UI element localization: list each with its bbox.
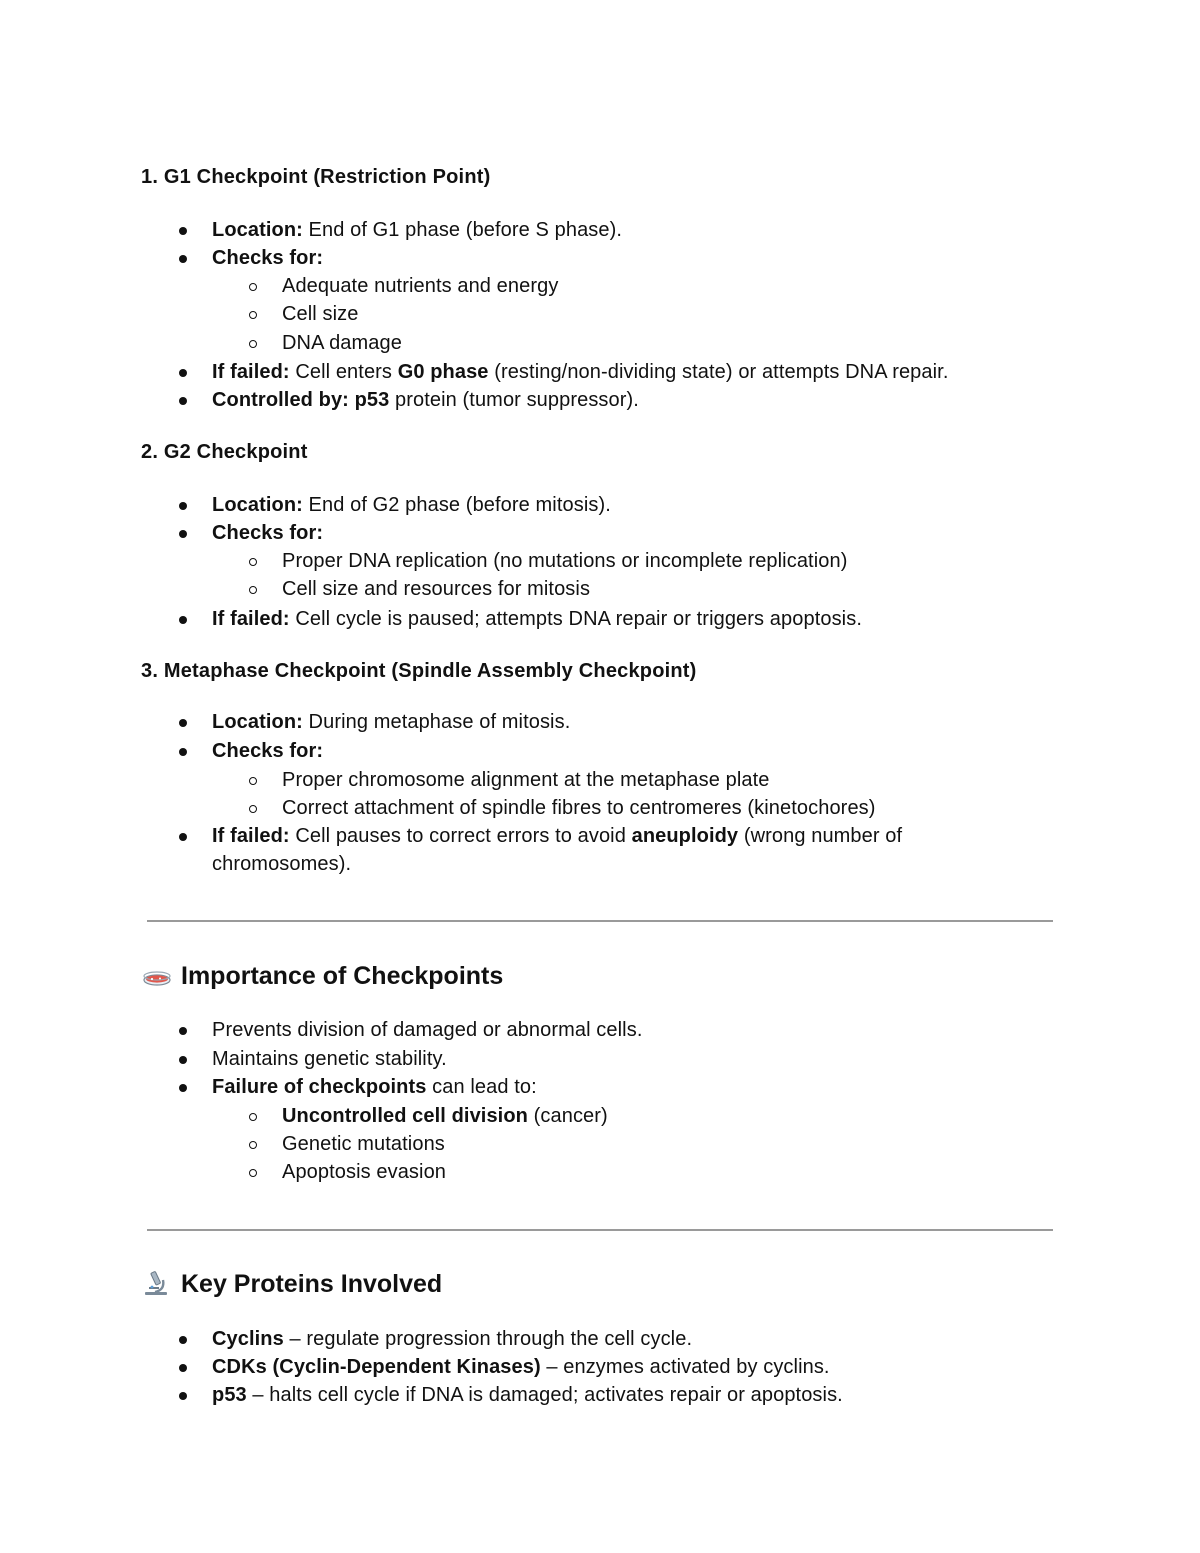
metaphase-location: Location: During metaphase of mitosis.: [212, 711, 571, 733]
bullet-dot: [179, 369, 187, 377]
bullet-dot: [179, 1084, 187, 1092]
metaphase-heading: 3. Metaphase Checkpoint (Spindle Assembly Checkpoint): [141, 660, 697, 682]
g1-controlled: Controlled by: p53 protein (tumor suppressor).: [212, 389, 639, 411]
g1-check-item: DNA damage: [282, 332, 402, 354]
bullet-dot: [179, 748, 187, 756]
bullet-dot: [179, 1392, 187, 1400]
bullet-ring: [249, 1113, 257, 1121]
bullet-ring: [249, 558, 257, 566]
bullet-dot: [179, 502, 187, 510]
g1-heading: 1. G1 Checkpoint (Restriction Point): [141, 166, 491, 188]
bullet-dot: [179, 1336, 187, 1344]
protein-item: p53 – halts cell cycle if DNA is damaged; activates repair or apoptosis.: [212, 1384, 843, 1406]
g1-check-item: Adequate nutrients and energy: [282, 275, 559, 297]
g1-failed: If failed: Cell enters G0 phase (resting/non-dividing state) or attempts DNA repair.: [212, 361, 949, 383]
importance-item: Maintains genetic stability.: [212, 1048, 447, 1070]
bullet-dot: [179, 227, 187, 235]
bullet-dot: [179, 1027, 187, 1035]
g2-checks-label: Checks for:: [212, 522, 324, 544]
bullet-dot: [179, 397, 187, 405]
metaphase-checks-label: Checks for:: [212, 740, 324, 762]
bullet-dot: [179, 255, 187, 263]
bullet-ring: [249, 586, 257, 594]
proteins-heading: [141, 1270, 442, 1299]
importance-failure: Failure of checkpoints can lead to:: [212, 1076, 537, 1098]
petri-dish-icon: [141, 962, 173, 988]
importance-sub-item: Uncontrolled cell division (cancer): [282, 1105, 608, 1127]
metaphase-check-item: Proper chromosome alignment at the metaphase plate: [282, 769, 770, 791]
bullet-dot: [179, 833, 187, 841]
g2-heading: 2. G2 Checkpoint: [141, 441, 308, 463]
metaphase-check-item: Correct attachment of spindle fibres to centromeres (kinetochores): [282, 797, 876, 819]
protein-item: CDKs (Cyclin-Dependent Kinases) – enzymes activated by cyclins.: [212, 1356, 830, 1378]
metaphase-failed: If failed: Cell pauses to correct errors to avoid aneuploidy (wrong number of: [212, 825, 903, 847]
microscope-icon: [141, 1270, 173, 1296]
bullet-dot: [179, 719, 187, 727]
bullet-ring: [249, 311, 257, 319]
g1-checks-label: Checks for:: [212, 247, 324, 269]
bullet-dot: [179, 1364, 187, 1372]
divider: [147, 920, 1053, 922]
protein-item: Cyclins – regulate progression through the cell cycle.: [212, 1328, 693, 1350]
bullet-ring: [249, 805, 257, 813]
importance-sub-item: Genetic mutations: [282, 1133, 445, 1155]
bullet-dot: [179, 530, 187, 538]
bullet-ring: [249, 777, 257, 785]
importance-heading: [141, 962, 503, 991]
bullet-dot: [179, 1056, 187, 1064]
g1-check-item: Cell size: [282, 303, 359, 325]
bullet-ring: [249, 1169, 257, 1177]
importance-title: Importance of Checkpoints: [181, 962, 504, 990]
g2-location: Location: End of G2 phase (before mitosis).: [212, 494, 611, 516]
bullet-ring: [249, 1141, 257, 1149]
metaphase-failed-continued: chromosomes).: [212, 853, 352, 875]
bullet-ring: [249, 340, 257, 348]
g1-location: Location: End of G1 phase (before S phase).: [212, 219, 623, 241]
bullet-ring: [249, 283, 257, 291]
divider: [147, 1229, 1053, 1231]
importance-sub-item: Apoptosis evasion: [282, 1161, 447, 1183]
g2-check-item: Proper DNA replication (no mutations or incomplete replication): [282, 550, 848, 572]
importance-item: Prevents division of damaged or abnormal cells.: [212, 1019, 643, 1041]
g2-failed: If failed: Cell cycle is paused; attempts DNA repair or triggers apoptosis.: [212, 608, 862, 630]
proteins-title: Key Proteins Involved: [181, 1270, 443, 1298]
g2-check-item: Cell size and resources for mitosis: [282, 578, 591, 600]
bullet-dot: [179, 616, 187, 624]
